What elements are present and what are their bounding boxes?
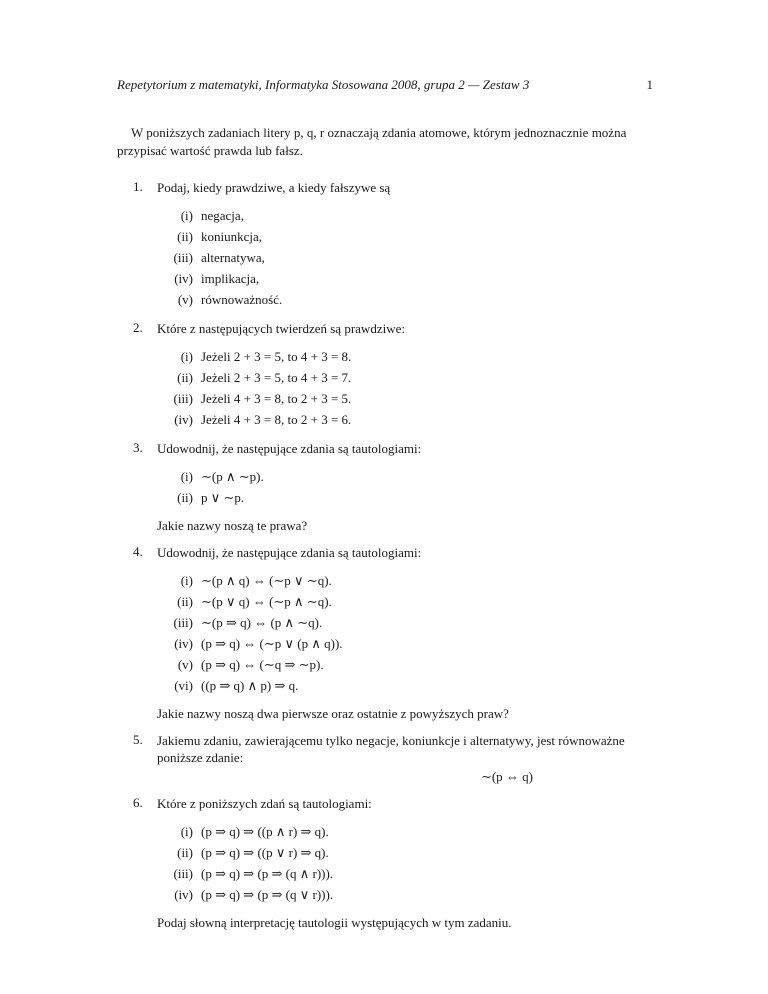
list-item [157,675,653,696]
list-item [157,247,653,268]
item-label: (iv) [174,411,193,427]
problem-4 [133,544,653,722]
item-label: (iii) [173,865,193,881]
item-text: (p ⇒ q) ⇒ (p ⇒ (q ∧ r))). [201,865,334,881]
problem-text: Które z poniższych zdań są tautologiami: [157,796,372,811]
problem-5 [133,732,653,785]
page-header [117,77,653,93]
problem-1 [133,179,653,310]
item-text: negacja, [201,207,244,223]
item-text: (p ⇒ q) ⇒ (p ⇒ (q ∨ r))). [201,886,334,902]
problem-text: Które z następujących twierdzeń są prawdziwe: [157,321,405,336]
item-text: ((p ⇒ q) ∧ p) ⇒ q. [201,677,299,693]
item-text: (p ⇒ q) ⇔ (∼q ⇒ ∼p). [201,656,324,672]
item-label: (iv) [174,886,193,902]
list-item [157,821,653,842]
list-item [157,863,653,884]
list-item [157,226,653,247]
problem-6 [133,795,653,931]
problem-formula: ∼(p ⇔ q) [480,769,533,784]
problem-note: Podaj słowną interpretację tautologii występujących w tym zadaniu. [157,915,512,930]
problem-number: 5. [133,732,143,747]
list-item [157,346,653,367]
intro-paragraph: W poniższych zadaniach litery p, q, r oznaczają zdania atomowe, którym jednoznacznie można przypisać wartość prawda lub fałsz. [117,125,627,158]
item-label: (ii) [177,844,193,860]
item-label: (iv) [174,635,193,651]
list-item [157,409,653,430]
item-label: (ii) [177,369,193,385]
list-item [157,289,653,310]
problem-list [133,179,653,941]
item-list [157,205,653,310]
problem-number: 1. [133,179,143,194]
item-label: (iii) [173,390,193,406]
item-label: (v) [177,656,193,672]
problem-text: Jakiemu zdaniu, zawierającemu tylko negacje, koniunkcje i alternatywy, jest równoważne poniższe zdanie: [157,733,625,765]
item-label: (i) [180,468,193,484]
item-text: równoważność. [201,291,283,307]
item-text: (p ⇒ q) ⇔ (∼p ∨ (p ∧ q)). [201,635,343,651]
item-text: Jeżeli 2 + 3 = 5, to 4 + 3 = 7. [201,369,352,385]
item-list [157,346,653,430]
item-text: ∼(p ⇒ q) ⇔ (p ∧ ∼q). [201,614,323,630]
item-label: (i) [180,207,193,223]
problem-text: Podaj, kiedy prawdziwe, a kiedy fałszywe są [157,180,391,195]
item-label: (i) [180,572,193,588]
problem-note: Jakie nazwy noszą dwa pierwsze oraz ostatnie z powyższych praw? [157,706,509,721]
problem-number: 6. [133,795,143,810]
list-item [157,570,653,591]
item-text: alternatywa, [201,249,265,265]
item-text: ∼(p ∧ q) ⇔ (∼p ∨ ∼q). [201,572,332,588]
list-item [157,205,653,226]
item-text: implikacja, [201,270,260,286]
item-text: p ∨ ∼p. [201,489,245,505]
item-text: koniunkcja, [201,228,263,244]
list-item [157,466,653,487]
problem-number: 2. [133,320,143,335]
page-number: 1 [646,77,653,92]
problem-note: Jakie nazwy noszą te prawa? [157,518,308,533]
item-text: Jeżeli 4 + 3 = 8, to 2 + 3 = 5. [201,390,352,406]
item-text: Jeżeli 4 + 3 = 8, to 2 + 3 = 6. [201,411,352,427]
item-text: ∼(p ∨ q) ⇔ (∼p ∧ ∼q). [201,593,332,609]
list-item [157,633,653,654]
item-list [157,570,653,696]
item-text: (p ⇒ q) ⇒ ((p ∧ r) ⇒ q). [201,823,329,839]
item-text: ∼(p ∧ ∼p). [201,468,264,484]
item-text: Jeżeli 2 + 3 = 5, to 4 + 3 = 8. [201,348,352,364]
item-list [157,466,653,508]
problem-number: 3. [133,440,143,455]
item-label: (v) [177,291,193,307]
header-title: Repetytorium z matematyki, Informatyka Stosowana 2008, grupa 2 — Zestaw 3 [117,77,530,92]
list-item [157,487,653,508]
problem-3 [133,440,653,534]
item-label: (iii) [173,614,193,630]
problem-text: Udowodnij, że następujące zdania są tautologiami: [157,441,422,456]
item-label: (ii) [177,228,193,244]
problem-number: 4. [133,544,143,559]
item-label: (iii) [173,249,193,265]
item-label: (ii) [177,489,193,505]
list-item [157,268,653,289]
list-item [157,654,653,675]
item-label: (i) [180,348,193,364]
list-item [157,884,653,905]
list-item [157,591,653,612]
list-item [157,388,653,409]
item-label: (i) [180,823,193,839]
list-item [157,612,653,633]
problem-text: Udowodnij, że następujące zdania są tautologiami: [157,545,422,560]
item-label: (iv) [174,270,193,286]
problem-2 [133,320,653,430]
item-text: (p ⇒ q) ⇒ ((p ∨ r) ⇒ q). [201,844,329,860]
item-label: (ii) [177,593,193,609]
list-item [157,367,653,388]
list-item [157,842,653,863]
item-list [157,821,653,905]
item-label: (vi) [174,677,193,693]
